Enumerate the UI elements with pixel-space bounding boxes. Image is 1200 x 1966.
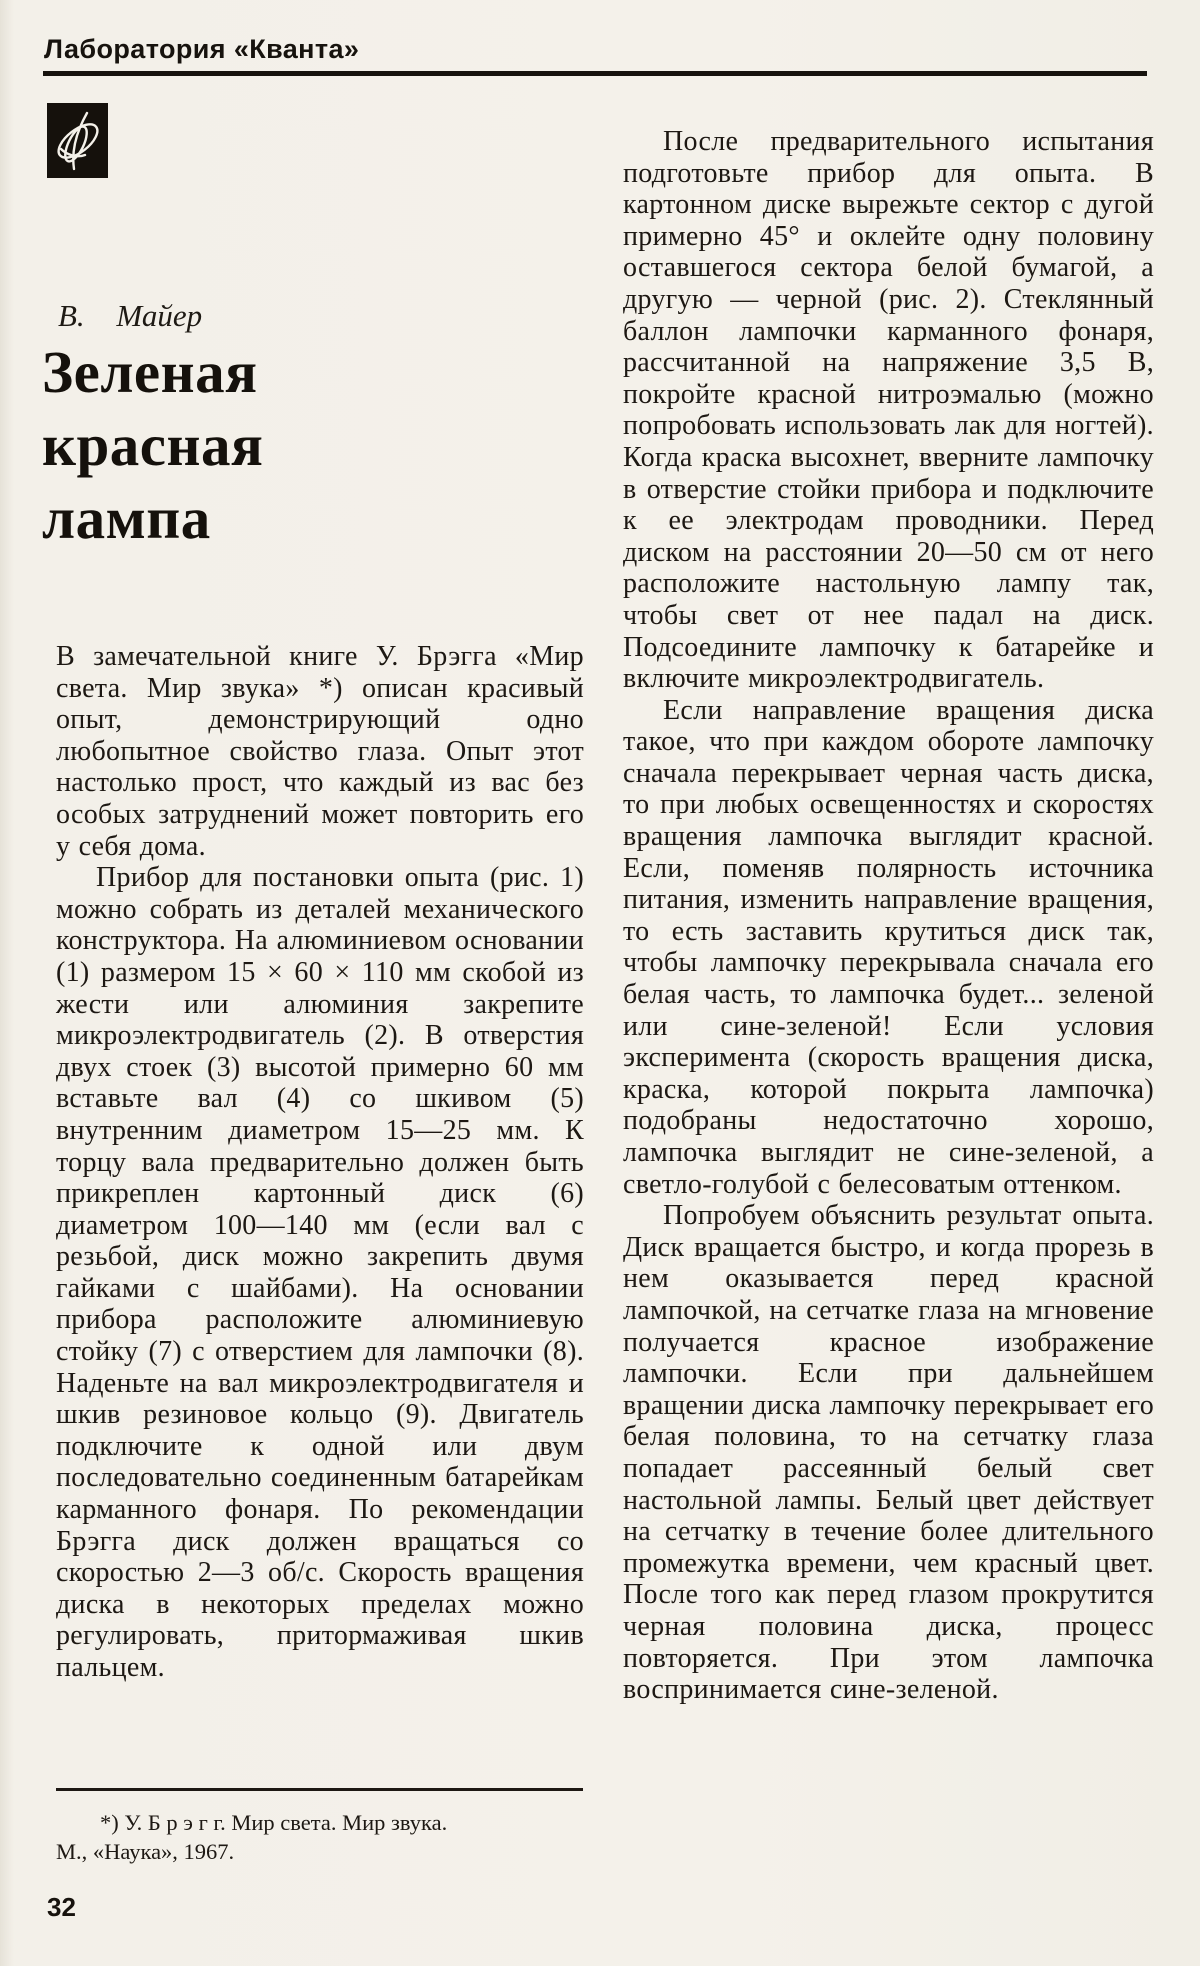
title-line-3: лампа <box>42 485 211 551</box>
footnote-line: М., «Наука», 1967. <box>56 1839 235 1864</box>
title-line-2: красная <box>42 412 264 478</box>
rubric-rule <box>43 71 1147 76</box>
title-line-1: Зеленая <box>42 339 258 405</box>
footnote-line: *) У. Б р э г г. Мир света. Мир звука. <box>100 1810 448 1835</box>
article-title <box>42 336 263 555</box>
page-number: 32 <box>47 1892 76 1922</box>
article-author: В. Майер <box>58 298 203 333</box>
footnote-rule <box>56 1788 583 1791</box>
right-column <box>623 126 1154 1706</box>
footnote <box>56 1808 583 1866</box>
kvant-lab-logo-icon <box>47 103 108 178</box>
left-column <box>56 641 584 1684</box>
rubric-label: Лаборатория «Кванта» <box>44 34 360 64</box>
paragraph: Попробуем объяснить результат опыта. Диск вращается быстро, и когда прорезь в нем оказывается перед красной лампочкой, на сетчатке глаза на мгновение получается красное изображение лампочки. Если при дальнейшем вращении диска лампочку перекрывает его белая половина, то на сетчатку глаза попадает рассеянный белый свет настольной лампы. Белый цвет действует на сетчатку в течение более длительного промежутка времени, чем красный цвет. После того как перед глазом прокрутится черная половина диска, процесс повторяется. При этом лампочка воспринимается сине-зеленой. <box>623 1200 1154 1706</box>
paragraph: В замечательной книге У. Брэгга «Мир света. Мир звука» *) описан красивый опыт, демонстрирующий одно любопытное свойство глаза. Опыт этот настолько прост, что каждый из вас без особых затруднений может повторить его у себя дома. <box>56 641 584 862</box>
paragraph: Если направление вращения диска такое, что при каждом обороте лампочку сначала перекрывает черная часть диска, то при любых освещенностях и скоростях вращения лампочка выглядит красной. Если, поменяв полярность источника питания, изменить направление вращения, то есть заставить крутиться диск так, чтобы лампочку перекрывала сначала его белая часть, то лампочка будет... зеленой или сине-зеленой! Если условия эксперимента (скорость вращения диска, краска, которой покрыта лампочка) подобраны недостаточно хорошо, лампочка выглядит не сине-зеленой, а светло-голубой с белесоватым оттенком. <box>623 694 1154 1200</box>
paragraph: Прибор для постановки опыта (рис. 1) можно собрать из деталей механического конструктора. На алюминиевом основании (1) размером 15 × 60 × 110 мм скобой из жести или алюминия закрепите микроэлектродвигатель (2). В отверстия двух стоек (3) высотой примерно 60 мм вставьте вал (4) со шкивом (5) внутренним диаметром 15—25 мм. К торцу вала предварительно должен быть прикреплен картонный диск (6) диаметром 100—140 мм (если вал с резьбой, диск можно закрепить двумя гайками с шайбами). На основании прибора расположите алюминиевую стойку (7) с отверстием для лампочки (8). Наденьте на вал микроэлектродвигателя и шкив резиновое кольцо (9). Двигатель подключите к одной или двум последовательно соединенным батарейкам карманного фонаря. По рекомендации Брэгга диск должен вращаться со скоростью 2—3 об/с. Скорость вращения диска в некоторых пределах можно регулировать, притормаживая шкив пальцем. <box>56 862 584 1683</box>
paragraph: После предварительного испытания подготовьте прибор для опыта. В картонном диске вырежьте сектор с дугой примерно 45° и оклейте одну половину оставшегося сектора белой бумагой, а другую — черной (рис. 2). Стеклянный баллон лампочки карманного фонаря, рассчитанной на напряжение 3,5 В, покройте красной нитроэмалью (можно попробовать использовать лак для ногтей). Когда краска высохнет, вверните лампочку в отверстие стойки прибора и подключите к ее электродам проводники. Перед диском на расстоянии 20—50 см от него расположите настольную лампу так, чтобы свет от нее падал на диск. Подсоедините лампочку к батарейке и включите микроэлектродвигатель. <box>623 126 1154 695</box>
